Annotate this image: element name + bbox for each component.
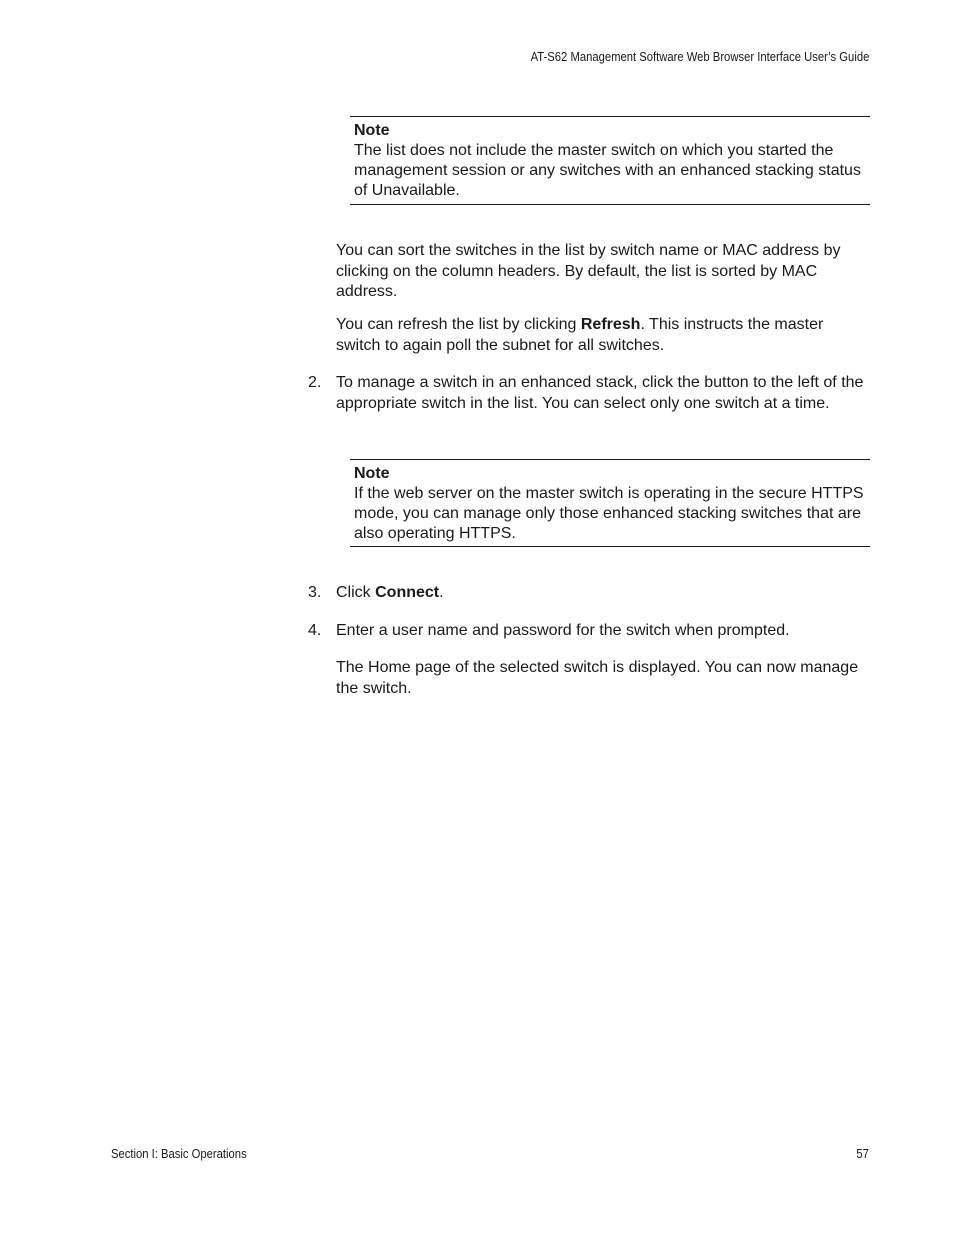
connect-keyword: Connect <box>375 584 440 601</box>
refresh-paragraph <box>336 315 870 356</box>
note-box <box>350 459 870 547</box>
step-2 <box>308 373 870 414</box>
note-body: If the web server on the master switch is operating in the secure HTTPS mode, you can manage only those enhanced stacking switches that are also operating HTTPS. <box>354 485 864 542</box>
step-text: To manage a switch in an enhanced stack, click the button to the left of the appropriate switch in the list. You can select only one switch at a time. <box>336 374 864 412</box>
step-number: 3. <box>308 584 322 601</box>
home-paragraph: The Home page of the selected switch is displayed. You can now manage the switch. <box>336 659 859 697</box>
page-number: 57 <box>856 1147 869 1161</box>
sort-paragraph: You can sort the switches in the list by switch name or MAC address by clicking on the column headers. By default, the list is sorted by MAC address. <box>336 242 841 300</box>
step-number: 4. <box>308 622 322 639</box>
note-box <box>350 116 870 205</box>
step-text: Enter a user name and password for the switch when prompted. <box>336 622 790 639</box>
step-3 <box>308 583 870 604</box>
step3-text-before: Click <box>336 584 376 601</box>
refresh-text-after: . This instructs the master switch to again poll the subnet for all switches. <box>336 316 824 354</box>
step-number: 2. <box>308 374 322 391</box>
step3-text-after: . <box>439 584 444 601</box>
refresh-text-before: You can refresh the list by clicking <box>336 316 581 333</box>
note-title: Note <box>354 122 390 139</box>
refresh-keyword: Refresh <box>580 316 641 333</box>
running-header: AT-S62 Management Software Web Browser Interface User’s Guide <box>530 50 869 64</box>
note-body: The list does not include the master switch on which you started the management session or any switches with an enhanced stacking status of Unavailable. <box>354 142 861 199</box>
step-text <box>336 583 870 604</box>
step-4 <box>308 621 870 642</box>
footer-section: Section I: Basic Operations <box>111 1147 247 1161</box>
note-title: Note <box>354 465 390 482</box>
